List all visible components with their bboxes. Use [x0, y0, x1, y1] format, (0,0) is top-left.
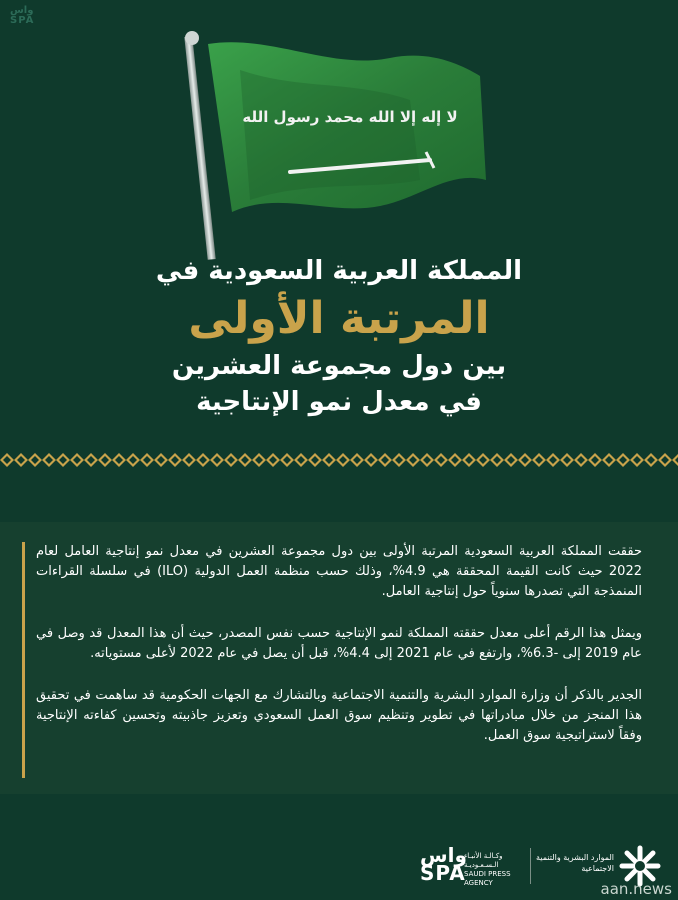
headline-line-4: في معدل نمو الإنتاجية [196, 387, 482, 417]
headline-line-3: بين دول مجموعة العشرين [171, 351, 507, 381]
spa-logo-text-line: AGENCY [464, 879, 493, 887]
flag-pole [184, 36, 215, 260]
paragraph-3: الجدير بالذكر أن وزارة الموارد البشرية والتنمية الاجتماعية وبالتشارك مع الجهات الحكومية قد ساهمت في تحقيق هذا المنجز من خلال مبادراتها في تطوير وتنظيم سوق العمل السعودي وتعزيز جاذبيته وتحسين كفاءته الإنتاجية وفقاً لاستراتيجية سوق العمل. [36, 688, 642, 743]
footer-divider [530, 848, 531, 884]
spa-corner-logo-bottom: SPA [10, 15, 35, 26]
spa-logo [420, 843, 520, 887]
headline-line-2: المرتبة الأولى [188, 293, 490, 344]
flag-svg [180, 30, 500, 260]
spa-corner-logo [10, 6, 48, 36]
spa-logo-mark-bottom: SPA [420, 861, 466, 885]
saudi-flag-illustration [180, 30, 500, 260]
flag-pole-finial [185, 31, 199, 45]
spa-logo-text [464, 852, 511, 888]
flag-inscription: لا إله إلا الله محمد رسول الله [242, 108, 458, 126]
footer [0, 830, 678, 900]
spa-logo-text-line: الـسـعـوديـة [464, 861, 499, 869]
text-panel [0, 522, 678, 794]
spa-corner-logo-top: واس [10, 5, 34, 16]
body-paragraphs [36, 542, 642, 768]
gold-pattern-strip [0, 452, 678, 468]
watermark: aan.news [600, 880, 672, 898]
spa-logo-text-line: وكـالـة الأنبـاء [464, 852, 503, 860]
spa-logo-text-line: SAUDI PRESS [464, 870, 511, 878]
headline [0, 252, 678, 420]
paragraph-1: حققت المملكة العربية السعودية المرتبة الأولى بين دول مجموعة العشرين في معدل نمو إنتاجية العامل لعام 2022 حيث كانت القيمة المحققة هي 4.9%، وذلك حسب منظمة العمل الدولية (ILO) في سلسلة القراءات المنمذجة التي تصدرها سنوياً حول إنتاجية العامل. [36, 544, 642, 599]
paragraph-2: ويمثل هذا الرقم أعلى معدل حققته المملكة لنمو الإنتاجية حسب نفس المصدر، حيث أن هذا المعدل قد وصل في عام 2019 إلى -6.3%، وارتفع في عام 2021 إلى 4.4%، قبل أن يصل في عام 2022 لأعلى مستوياته. [36, 626, 642, 661]
spa-logo-mark-top: واس [420, 843, 467, 867]
hrsd-logo-text: الموارد البشرية والتنمية الاجتماعية [536, 853, 614, 873]
gold-accent-rule [22, 542, 25, 778]
headline-line-1: المملكة العربية السعودية في [155, 256, 523, 286]
